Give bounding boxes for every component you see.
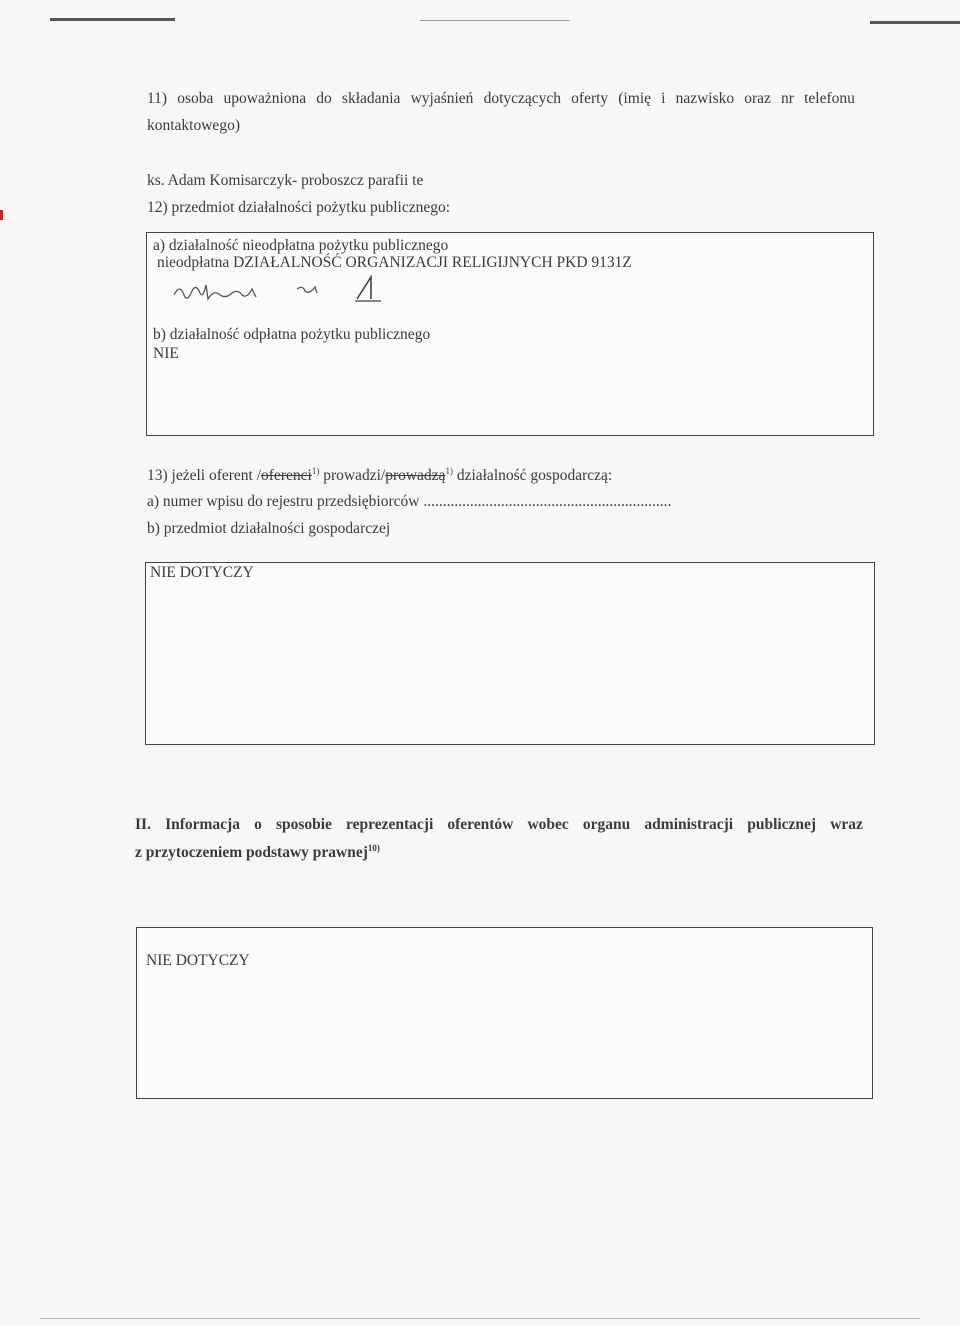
section-II-word: administracji <box>644 816 734 833</box>
section-II-word: II. <box>135 816 151 833</box>
scan-artifact <box>420 20 570 21</box>
section-II-word: Informacja <box>165 816 240 833</box>
section-11-word: oferty <box>571 90 609 107</box>
section-II-word: organu <box>582 816 631 833</box>
section-11-word: (imię <box>618 90 652 107</box>
section-11-word: 11) <box>147 90 168 107</box>
section-11-word: telefonu <box>804 90 855 107</box>
section-13b-label: b) przedmiot działalności gospodarczej <box>147 520 391 537</box>
section-11-word: upoważniona <box>223 90 307 107</box>
section-II-word: publicznej <box>747 816 817 833</box>
section-11-label-cont: kontaktowego) <box>147 117 240 134</box>
section-11-label <box>147 90 855 108</box>
section-11-word: oraz <box>744 90 771 107</box>
section-11-answer: ks. Adam Komisarczyk- proboszcz parafii te <box>147 172 424 189</box>
section-12a-label: a) działalność nieodpłatna pożytku publicznego <box>153 237 449 254</box>
section-12b-label: b) działalność odpłatna pożytku publicznego <box>153 326 431 343</box>
section-II-word: wraz <box>830 816 863 833</box>
section-11-word: osoba <box>177 90 214 107</box>
section-II-box <box>136 927 873 1099</box>
section-II-word: sposobie <box>275 816 332 833</box>
section-12a-value: nieodpłatna DZIAŁALNOŚĆ ORGANIZACJI RELIGIJNYCH PKD 9131Z <box>157 254 632 271</box>
section-11-word: składania <box>341 90 401 107</box>
scan-artifact <box>50 18 175 21</box>
section-II-word: o <box>254 816 262 833</box>
section-12-box <box>146 232 874 436</box>
section-13b-value: NIE DOTYCZY <box>150 564 254 581</box>
section-13-box <box>145 562 875 745</box>
scan-artifact <box>40 1318 920 1319</box>
section-II-word: oferentów <box>447 816 514 833</box>
section-11-word: nazwisko <box>675 90 735 107</box>
scan-artifact <box>0 210 3 220</box>
section-II-title <box>135 816 863 834</box>
section-II-title-cont: z przytoczeniem podstawy prawnej$^{10)}$ <box>135 843 380 862</box>
section-13a-label: a) numer wpisu do rejestru przedsiębiorców ................................................................ <box>147 493 672 510</box>
section-12b-value: NIE <box>153 345 179 362</box>
section-II-word: wobec <box>527 816 569 833</box>
section-11-word: nr <box>781 90 794 107</box>
section-12-label: 12) przedmiot działalności pożytku publicznego: <box>147 199 451 216</box>
scan-artifact <box>870 21 960 24</box>
section-11-word: dotyczących <box>483 90 562 107</box>
section-11-word: wyjaśnień <box>410 90 474 107</box>
section-13a-dots: ................................................................ <box>423 493 672 510</box>
handwritten-signature-icon <box>172 275 422 305</box>
section-13-label: 13) jeżeli oferent /oferenci$^{1)}$ prowadzi/prowadzą$^{1)}$ działalność gospodarczą: <box>147 466 613 485</box>
section-II-value: NIE DOTYCZY <box>146 952 250 969</box>
section-II-word: reprezentacji <box>346 816 434 833</box>
section-11-word: i <box>661 90 666 107</box>
section-11-word: do <box>316 90 332 107</box>
